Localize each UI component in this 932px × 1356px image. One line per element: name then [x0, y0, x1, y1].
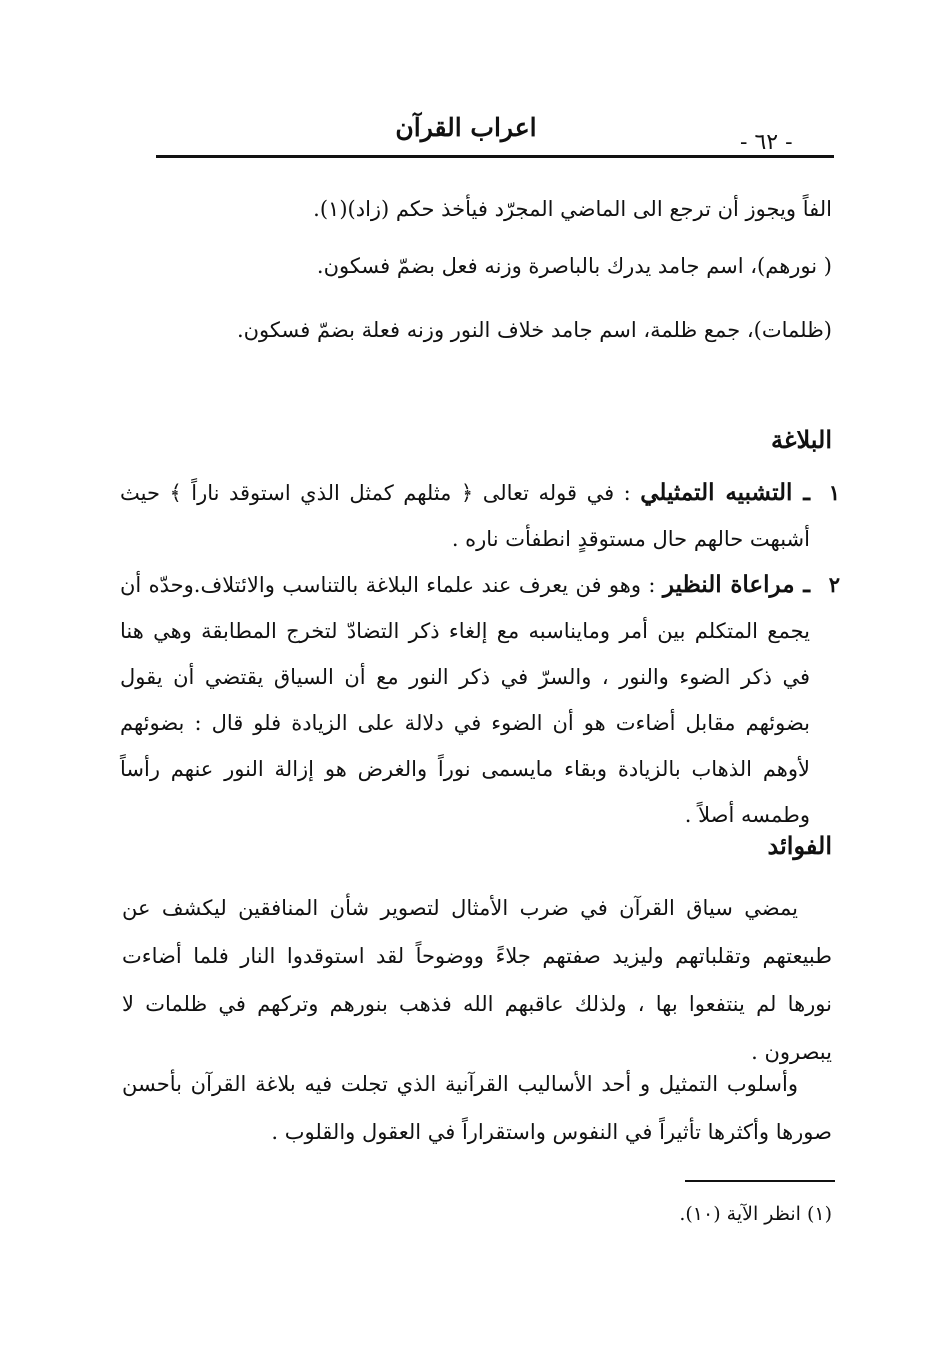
- item-number: ٢: [828, 572, 840, 597]
- footnote: (١) انظر الآية (١٠).: [679, 1203, 832, 1225]
- footnote-divider: [685, 1180, 835, 1182]
- item-body: [120, 562, 810, 838]
- paragraph-nurihim: ( نورهم)، اسم جامد يدرك بالباصرة وزنه فعل بضمّ فسكون.: [316, 254, 832, 278]
- balagha-item-1: [120, 470, 840, 562]
- item-text: : وهو فن يعرف عند علماء البلاغة بالتناسب والائتلاف.وحدّه أن يجمع المتكلم بين أمر ومايناسبه مع إلغاء ذكر التضادّ لتخرج المطابقة وهي هنا في ذكر الضوء والنور ، والسرّ في ذكر النور مع أن السياق يقتضي أن يقول بضوئهم مقابل أضاءت هو أن الضوء في دلالة على الزيادة فلو قال : بضوئهم لأوهم الذهاب بالزيادة وبقاء مايسمى نوراً والغرض هو إزالة النور عنهم رأساً وطمسه أصلاً .: [120, 573, 810, 827]
- item-body: [120, 470, 810, 562]
- item-number: ١: [828, 480, 840, 505]
- paragraph-fawaid-2: [122, 1060, 832, 1156]
- item-term: ـ التشبيه التمثيلي: [640, 479, 810, 506]
- heading-balagha: البلاغة: [771, 425, 832, 454]
- paragraph-text: يمضي سياق القرآن في ضرب الأمثال لتصوير شأن المنافقين ليكشف عن طبيعتهم وتقلباتهم وليزيد صفتهم جلاءً ووضوحاً لقد استوقدوا النار فلما أضاءت نورها لم ينتفعوا بها ، ولذلك عاقبهم الله فذهب بنورهم وتركهم في ظلمات لا يبصرون .: [122, 896, 832, 1064]
- heading-fawaid: الفوائد: [767, 831, 832, 860]
- balagha-item-2: [120, 562, 840, 838]
- paragraph-fawaid-1: [122, 884, 832, 1076]
- page-title: اعراب القرآن: [395, 113, 537, 142]
- page-number: - ٦٢ -: [740, 130, 793, 155]
- item-text: : في قوله تعالى ﴿ مثلهم كمثل الذي استوقد ناراً ﴾ حيث أشبهت حالهم حال مستوقدٍ انطفأت ناره .: [120, 481, 810, 551]
- paragraph-text: وأسلوب التمثيل و أحد الأساليب القرآنية الذي تجلت فيه بلاغة القرآن بأحسن صورها وأكثرها تأثيراً في النفوس واستقراراً في العقول والقلوب .: [122, 1072, 832, 1144]
- header-divider: [156, 155, 834, 158]
- paragraph-zulumat: (ظلمات)، جمع ظلمة، اسم جامد خلاف النور وزنه فعلة بضمّ فسكون.: [236, 318, 832, 342]
- item-term: ـ مراعاة النظير: [662, 571, 810, 598]
- paragraph-zad: الفاً ويجوز أن ترجع الى الماضي المجرّد فيأخذ حكم (زاد)(١).: [313, 197, 832, 221]
